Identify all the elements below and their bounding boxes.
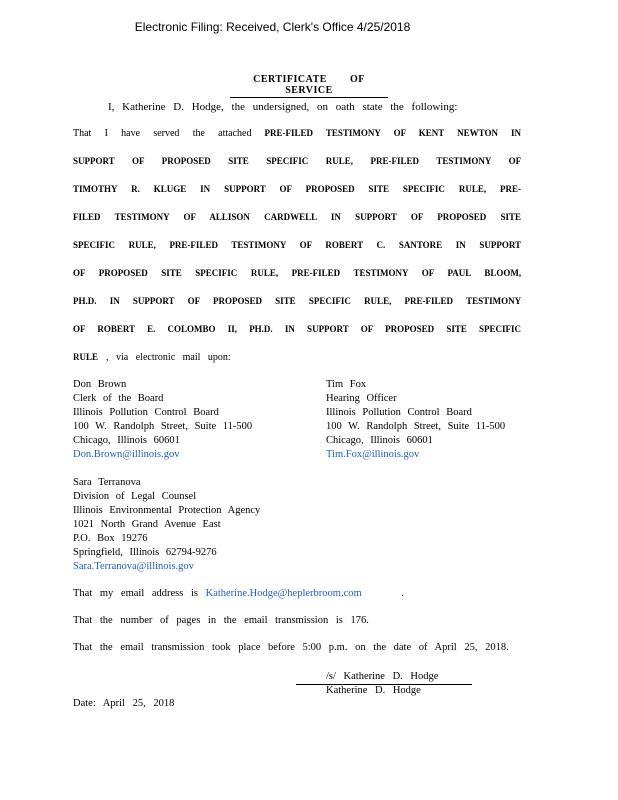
service-paragraph-word: PH.D. <box>249 324 273 334</box>
service-paragraph-word: RULE, <box>364 296 392 306</box>
recipient-street: 100 W. Randolph Street, Suite 11-500 <box>73 421 253 432</box>
recipient-org: Illinois Environmental Protection Agency <box>73 505 261 516</box>
service-paragraph-word: FILED <box>73 212 101 222</box>
service-paragraph-word: That I have served the attached <box>73 128 252 139</box>
service-paragraph-word: TESTIMONY <box>325 128 381 138</box>
service-paragraph-word: R. <box>131 184 140 194</box>
service-paragraph-word: ROBERT <box>97 324 135 334</box>
recipient-name: Sara Terranova <box>73 477 141 488</box>
service-paragraph <box>73 128 521 380</box>
recipient-city: Chicago, Illinois 60601 <box>73 435 180 446</box>
service-paragraph-word: TESTIMONY <box>353 268 409 278</box>
service-paragraph-word: OF <box>393 128 406 138</box>
service-paragraph-word: SPECIFIC <box>308 296 351 306</box>
recipient-street: 1021 North Grand Avenue East <box>73 519 221 530</box>
recipient-name: Don Brown <box>73 379 127 390</box>
service-paragraph-word: , via electronic mail upon: <box>106 352 231 363</box>
service-paragraph-line <box>73 184 521 212</box>
service-paragraph-word: TIMOTHY <box>73 184 118 194</box>
service-paragraph-word: TESTIMONY <box>436 156 492 166</box>
service-paragraph-word: OF <box>360 324 373 334</box>
service-paragraph-word: RULE <box>73 352 99 362</box>
service-paragraph-word: PRE-FILED <box>264 128 314 138</box>
recipient-city: Springfield, Illinois 62794-9276 <box>73 547 217 558</box>
service-paragraph-word: PRE-FILED <box>291 268 341 278</box>
service-paragraph-word: SUPPORT <box>73 156 115 166</box>
service-paragraph-word: PROPOSED <box>437 212 487 222</box>
intro-paragraph: I, Katherine D. Hodge, the undersigned, on oath state the following: <box>108 101 458 113</box>
service-paragraph-word: PROPOSED <box>385 324 435 334</box>
service-paragraph-word: SPECIFIC <box>195 268 238 278</box>
service-paragraph-word: RULE, <box>458 184 487 194</box>
service-paragraph-word: PROPOSED <box>161 156 211 166</box>
recipient-city: Chicago, Illinois 60601 <box>326 435 433 446</box>
service-paragraph-word: TESTIMONY <box>231 240 287 250</box>
service-paragraph-word: KLUGE <box>153 184 187 194</box>
service-paragraph-line <box>73 268 521 296</box>
service-paragraph-word: OF <box>183 212 196 222</box>
service-paragraph-word: ALLISON <box>209 212 250 222</box>
service-paragraph-word: SPECIFIC <box>73 240 116 250</box>
service-paragraph-word: C. <box>376 240 386 250</box>
service-paragraph-line <box>73 296 521 324</box>
service-paragraph-word: SITE <box>500 212 522 222</box>
service-paragraph-word: PROPOSED <box>98 268 148 278</box>
recipient-org: Illinois Pollution Control Board <box>326 407 472 418</box>
service-paragraph-line <box>73 352 521 380</box>
service-paragraph-word: OF <box>299 240 312 250</box>
service-paragraph-word: OF <box>508 156 522 166</box>
recipient-block-don-brown <box>73 378 252 462</box>
service-paragraph-line <box>73 240 521 268</box>
service-paragraph-word: RULE, <box>128 240 156 250</box>
service-paragraph-word: CARDWELL <box>264 212 317 222</box>
service-paragraph-word: IN SUPPORT <box>109 296 175 306</box>
service-paragraph-word: OF <box>187 296 200 306</box>
sender-email-link[interactable]: Katherine.Hodge@heplerbroom.com <box>205 588 362 599</box>
recipient-email-link[interactable]: Don.Brown@illinois.gov <box>73 449 180 460</box>
service-paragraph-word: IN <box>510 128 521 138</box>
service-paragraph-word: ROBERT <box>325 240 363 250</box>
service-paragraph-word: IN <box>455 240 466 250</box>
recipient-email-link[interactable]: Sara.Terranova@illinois.gov <box>73 561 194 572</box>
service-paragraph-line <box>73 212 521 240</box>
service-paragraph-word: SITE <box>446 324 467 334</box>
service-paragraph-word: PROPOSED <box>305 184 355 194</box>
service-paragraph-word: PRE- <box>500 184 522 194</box>
service-paragraph-word: SPECIFIC <box>479 324 522 334</box>
recipient-block-tim-fox <box>326 378 505 462</box>
service-paragraph-word: RULE, <box>250 268 279 278</box>
service-paragraph-word: PRE-FILED <box>370 156 420 166</box>
service-paragraph-word: PROPOSED <box>212 296 262 306</box>
filing-stamp-header: Electronic Filing: Received, Clerk's Office 4/25/2018 <box>134 20 411 34</box>
service-paragraph-word: KENT <box>418 128 445 138</box>
service-paragraph-word: COLOMBO <box>167 324 216 334</box>
service-paragraph-word: TESTIMONY <box>114 212 170 222</box>
date-line: Date: April 25, 2018 <box>73 698 175 709</box>
service-paragraph-line <box>73 324 521 352</box>
service-paragraph-word: PAUL <box>447 268 471 278</box>
service-paragraph-word: IN SUPPORT <box>330 212 397 222</box>
service-paragraph-word: II, <box>227 324 237 334</box>
service-paragraph-word: OF <box>132 156 145 166</box>
service-paragraph-word: OF <box>410 212 424 222</box>
service-paragraph-word: OF <box>73 324 86 334</box>
recipient-title: Division of Legal Counsel <box>73 491 197 502</box>
service-paragraph-word: SANTORE <box>398 240 443 250</box>
document-title: CERTIFICATE OF SERVICE <box>230 74 388 98</box>
service-paragraph-word: SPECIFIC <box>266 156 309 166</box>
service-paragraph-word: PRE-FILED <box>404 296 454 306</box>
signature-slash: /s/ Katherine D. Hodge <box>326 671 439 682</box>
recipient-pobox: P.O. Box 19276 <box>73 533 148 544</box>
recipient-title: Hearing Officer <box>326 393 397 404</box>
service-paragraph-word: NEWTON <box>457 128 498 138</box>
service-paragraph-word: BLOOM, <box>484 268 522 278</box>
recipient-name: Tim Fox <box>326 379 367 390</box>
recipient-email-link[interactable]: Tim.Fox@illinois.gov <box>326 449 420 460</box>
service-paragraph-word: PRE-FILED <box>169 240 218 250</box>
service-paragraph-word: SITE <box>161 268 182 278</box>
service-paragraph-word: IN SUPPORT <box>200 184 266 194</box>
service-paragraph-word: SITE <box>275 296 296 306</box>
recipient-title: Clerk of the Board <box>73 393 164 404</box>
service-paragraph-word: OF <box>73 268 86 278</box>
page-count-statement: That the number of pages in the email transmission is 176. <box>73 615 369 626</box>
service-paragraph-word: PH.D. <box>73 296 97 306</box>
signatory-name: Katherine D. Hodge <box>326 685 421 696</box>
service-paragraph-word: TESTIMONY <box>466 296 522 306</box>
transmission-time-statement: That the email transmission took place before 5:00 p.m. on the date of April 25, 2018. <box>73 642 509 653</box>
service-paragraph-line <box>73 128 521 156</box>
email-statement-suffix: . <box>401 588 404 599</box>
email-statement-prefix: That my email address is <box>73 588 198 599</box>
service-paragraph-word: E. <box>147 324 156 334</box>
service-paragraph-word: SITE <box>228 156 249 166</box>
service-paragraph-word: SITE <box>368 184 390 194</box>
recipient-block-sara-terranova <box>73 476 260 574</box>
service-paragraph-word: OF <box>421 268 434 278</box>
service-paragraph-word: SPECIFIC <box>402 184 445 194</box>
recipient-org: Illinois Pollution Control Board <box>73 407 219 418</box>
service-paragraph-word: SUPPORT <box>479 240 522 250</box>
service-paragraph-line <box>73 156 521 184</box>
service-paragraph-word: IN SUPPORT <box>284 324 349 334</box>
service-paragraph-word: OF <box>279 184 292 194</box>
service-paragraph-word: RULE, <box>325 156 354 166</box>
email-address-statement <box>73 588 404 599</box>
recipient-street: 100 W. Randolph Street, Suite 11-500 <box>326 421 506 432</box>
